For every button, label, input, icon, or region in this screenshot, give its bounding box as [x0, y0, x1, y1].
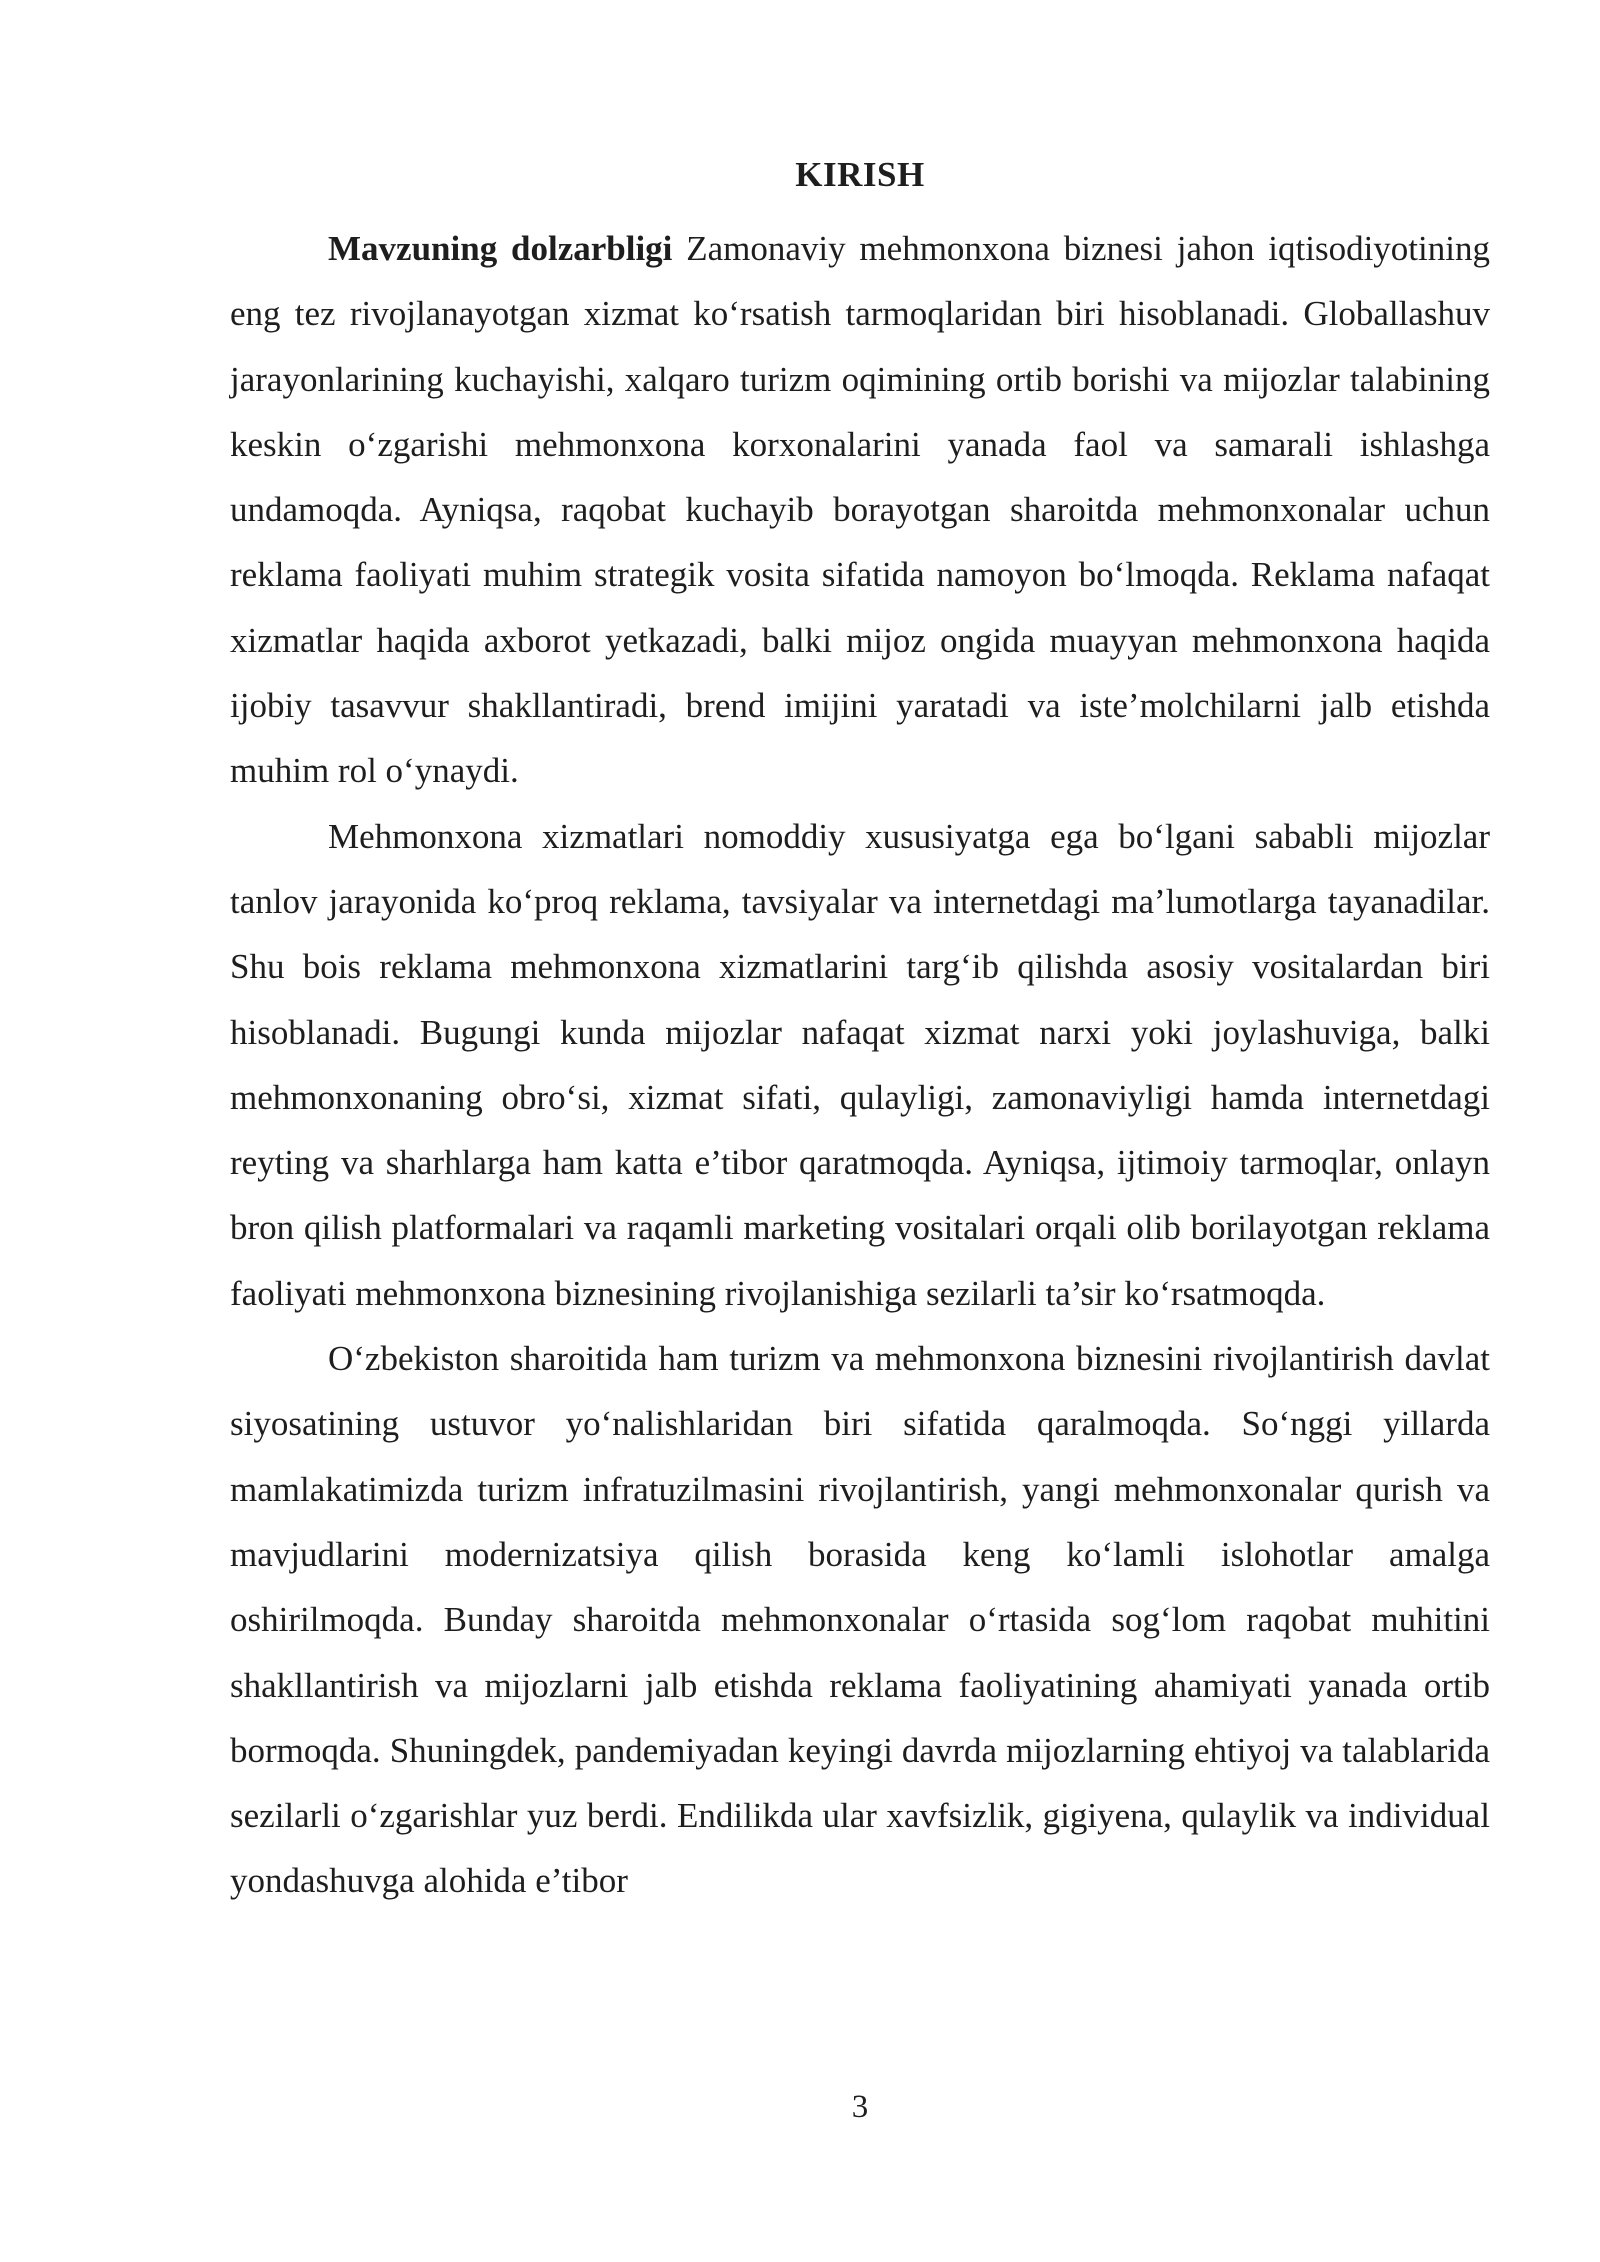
section-heading: KIRISH — [795, 155, 925, 194]
paragraph-text: Zamonaviy mehmonxona biznesi jahon iqtisodiyotining eng tez rivojlanayotgan xizmat ko‘rsatish tarmoqlaridan biri hisoblanadi. Globallashuv jarayonlarining kuchayishi, xalqaro turizm oqimining ortib borishi va mijozlar talabining keskin o‘zgarishi mehmonxona korxonalarini yanada faol va samarali ishlashga undamoqda. Ayniqsa, raqobat kuchayib borayotgan sharoitda mehmonxonalar uchun reklama faoliyati muhim strategik vosita sifatida namoyon bo‘lmoqda. Reklama nafaqat xizmatlar haqida axborot yetkazadi, balki mijoz ongida muayyan mehmonxona haqida ijobiy tasavvur shakllantiradi, brend imijini yaratadi va iste’molchilarni jalb etishda muhim rol o‘ynaydi. — [230, 229, 1490, 791]
document-page — [230, 150, 1490, 1914]
paragraph-relevance — [230, 216, 1490, 804]
paragraph-uzbekistan: O‘zbekiston sharoitida ham turizm va mehmonxona biznesini rivojlantirish davlat siyosatining ustuvor yo‘nalishlaridan biri sifatida qaralmoqda. So‘nggi yillarda mamlakatimizda turizm infratuzilmasini rivojlantirish, yangi mehmonxonalar qurish va mavjudlarini modernizatsiya qilish borasida keng ko‘lamli islohotlar amalga oshirilmoqda. Bunday sharoitda mehmonxonalar o‘rtasida sog‘lom raqobat muhitini shakllantirish va mijozlarni jalb etishda reklama faoliyatining ahamiyati yanada ortib bormoqda. Shuningdek, pandemiyadan keyingi davrda mijozlarning ehtiyoj va talablarida sezilarli o‘zgarishlar yuz berdi. Endilikda ular xavfsizlik, gigiyena, qulaylik va individual yondashuvga alohida e’tibor — [230, 1339, 1490, 1901]
paragraph-lead: Mavzuning dolzarbligi — [328, 229, 673, 268]
page-number: 3 — [851, 2089, 869, 2125]
paragraph-services: Mehmonxona xizmatlari nomoddiy xususiyatga ega bo‘lgani sababli mijozlar tanlov jarayonida ko‘proq reklama, tavsiyalar va internetdagi ma’lumotlarga tayanadilar. Shu bois reklama mehmonxona xizmatlarini targ‘ib qilishda asosiy vositalardan biri hisoblanadi. Bugungi kunda mijozlar nafaqat xizmat narxi yoki joylashuviga, balki mehmonxonaning obro‘si, xizmat sifati, qulayligi, zamonaviyligi hamda internetdagi reyting va sharhlarga ham katta e’tibor qaratmoqda. Ayniqsa, ijtimoiy tarmoqlar, onlayn bron qilish platformalari va raqamli marketing vositalari orqali olib borilayotgan reklama faoliyati mehmonxona biznesining rivojlanishiga sezilarli ta’sir ko‘rsatmoqda. — [230, 816, 1490, 1313]
